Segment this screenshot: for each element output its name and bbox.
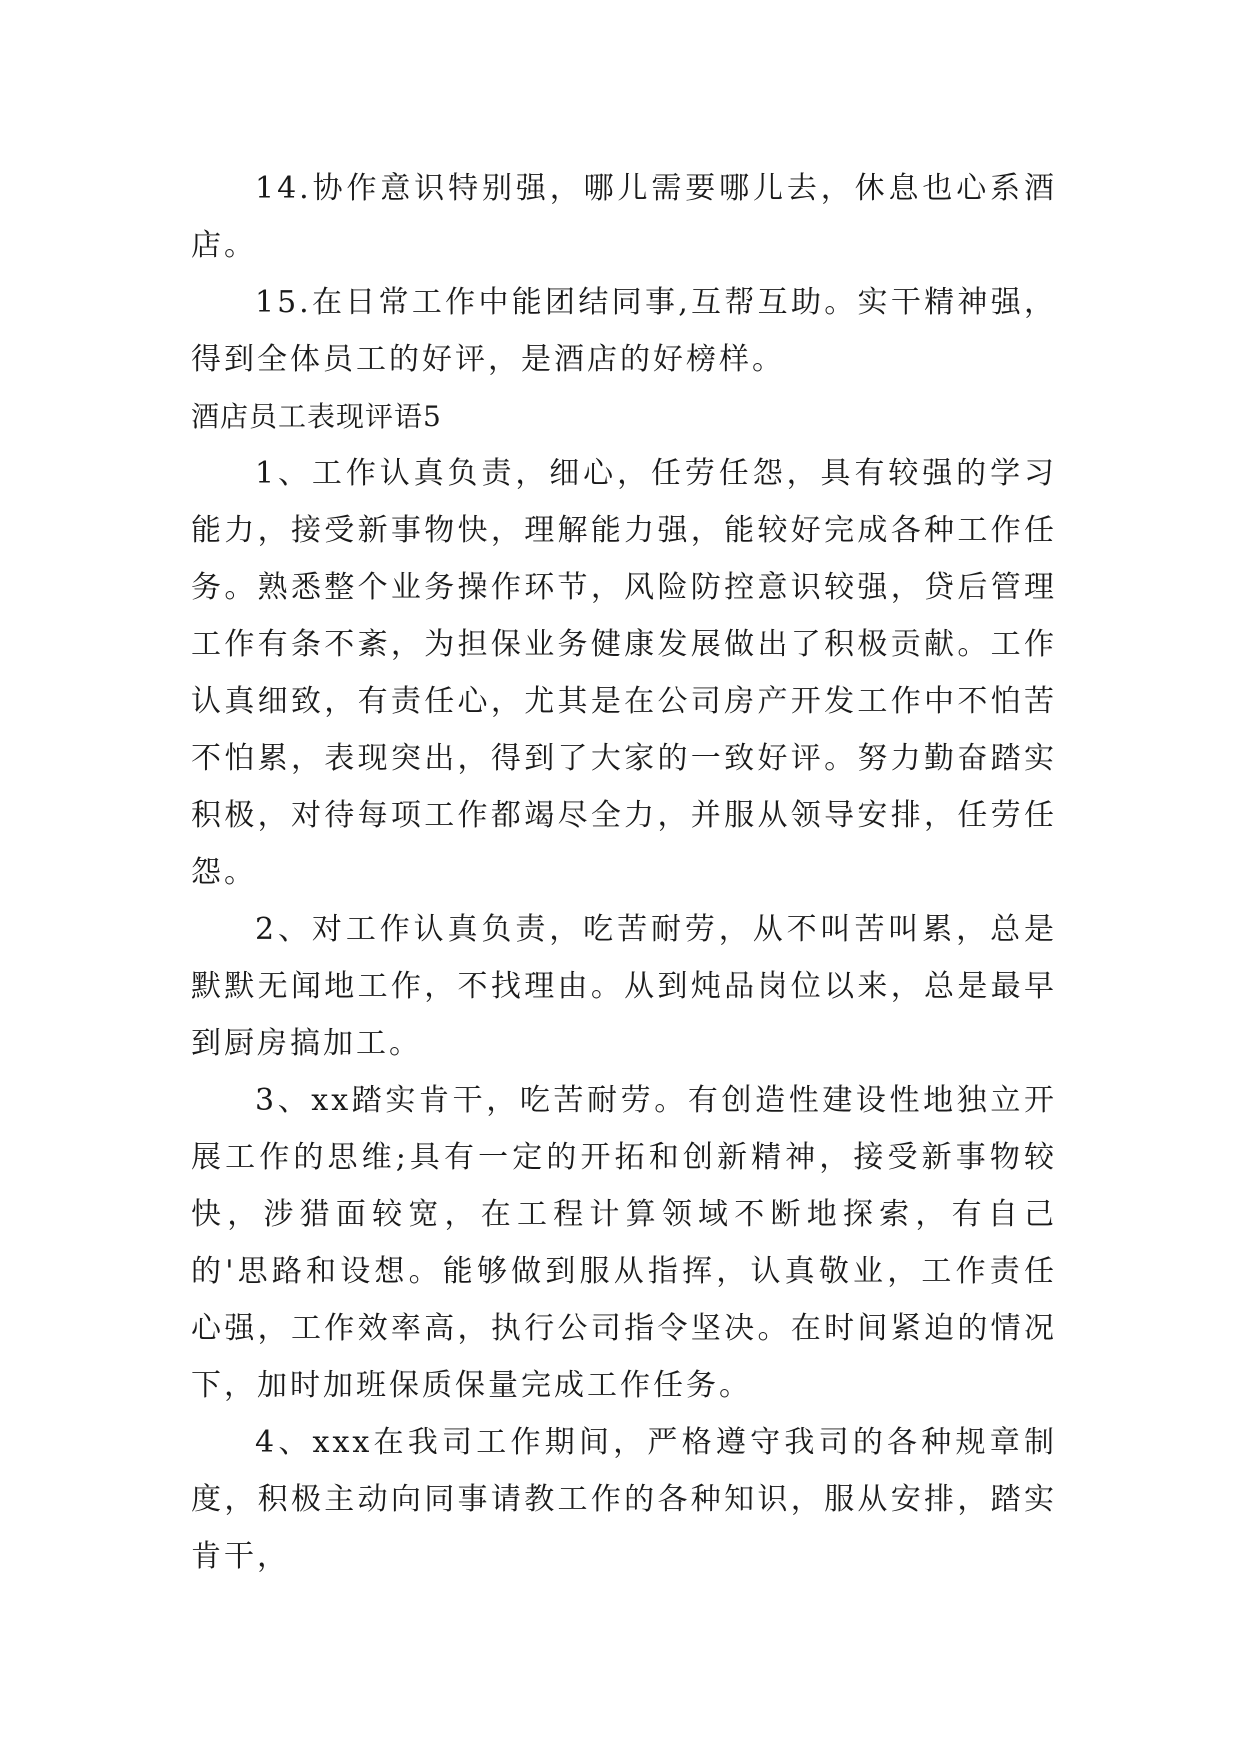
paragraph-14: 14.协作意识特别强，哪儿需要哪儿去，休息也心系酒店。: [191, 171, 1057, 263]
paragraph-4: 4、xxx在我司工作期间，严格遵守我司的各种规章制度，积极主动向同事请教工作的各种知识，服从安排，踏实肯干，: [191, 1425, 1057, 1574]
paragraph-2: 2、对工作认真负责，吃苦耐劳，从不叫苦叫累，总是默默无闻地工作，不找理由。从到炖品岗位以来，总是最早到厨房搞加工。: [191, 912, 1057, 1061]
paragraph-3: 3、xx踏实肯干，吃苦耐劳。有创造性建设性地独立开展工作的思维;具有一定的开拓和创新精神，接受新事物较快，涉猎面较宽，在工程计算领域不断地探索，有自己的'思路和设想。能够做到服从指挥，认真敬业，工作责任心强，工作效率高，执行公司指令坚决。在时间紧迫的情况下，加时加班保质保量完成工作任务。: [191, 1083, 1057, 1403]
paragraph-1: 1、工作认真负责，细心，任劳任怨，具有较强的学习能力，接受新事物快，理解能力强，能较好完成各种工作任务。熟悉整个业务操作环节，风险防控意识较强，贷后管理工作有条不紊，为担保业务健康发展做出了积极贡献。工作认真细致，有责任心，尤其是在公司房产开发工作中不怕苦不怕累，表现突出，得到了大家的一致好评。努力勤奋踏实积极，对待每项工作都竭尽全力，并服从领导安排，任劳任怨。: [191, 456, 1057, 890]
paragraph-15: 15.在日常工作中能团结同事,互帮互助。实干精神强，得到全体员工的好评，是酒店的好榜样。: [191, 285, 1057, 377]
document-body: [191, 160, 1057, 1585]
section-heading: 酒店员工表现评语5: [191, 400, 442, 433]
